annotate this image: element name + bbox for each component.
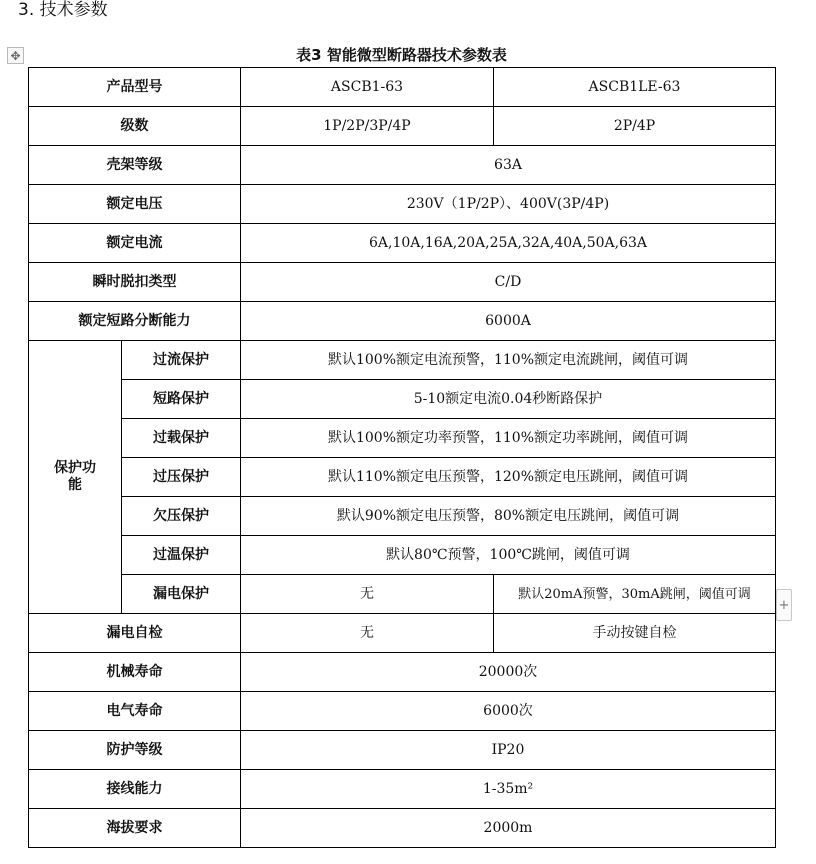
label-undervoltage: 欠压保护 <box>122 497 241 536</box>
value-breaking: 6000A <box>241 302 776 341</box>
value-leak-selftest-ascb1: 无 <box>241 614 494 653</box>
table-row <box>29 497 776 536</box>
value-current: 6A,10A,16A,20A,25A,32A,40A,50A,63A <box>241 224 776 263</box>
label-overvoltage: 过压保护 <box>122 458 241 497</box>
label-poles: 级数 <box>29 107 241 146</box>
value-mech-life: 20000次 <box>241 653 776 692</box>
table-row <box>29 770 776 809</box>
label-leakage: 漏电保护 <box>122 575 241 614</box>
plus-icon[interactable]: + <box>776 589 792 621</box>
label-frame: 壳架等级 <box>29 146 241 185</box>
value-poles-ascb1: 1P/2P/3P/4P <box>241 107 494 146</box>
value-overload: 默认100%额定功率预警，110%额定功率跳闸，阈值可调 <box>241 419 776 458</box>
value-leakage-ascb1: 无 <box>241 575 494 614</box>
table-row <box>29 263 776 302</box>
table-row <box>29 536 776 575</box>
label-elec-life: 电气寿命 <box>29 692 241 731</box>
value-leak-selftest-ascb1le: 手动按键自检 <box>494 614 776 653</box>
table-row <box>29 185 776 224</box>
table-caption: 表3 智能微型断路器技术参数表 <box>296 46 507 64</box>
value-wiring: 1-35m² <box>241 770 776 809</box>
table-row <box>29 341 776 380</box>
spec-table <box>28 67 776 848</box>
label-mech-life: 机械寿命 <box>29 653 241 692</box>
move-arrows-icon[interactable]: ✥ <box>7 47 24 64</box>
value-model-ascb1: ASCB1-63 <box>241 68 494 107</box>
table-row <box>29 614 776 653</box>
table-row <box>29 107 776 146</box>
value-overvoltage: 默认110%额定电压预警，120%额定电压跳闸，阈值可调 <box>241 458 776 497</box>
label-breaking: 额定短路分断能力 <box>29 302 241 341</box>
value-model-ascb1le: ASCB1LE-63 <box>494 68 776 107</box>
value-frame: 63A <box>241 146 776 185</box>
label-shortcircuit: 短路保护 <box>122 380 241 419</box>
label-model: 产品型号 <box>29 68 241 107</box>
value-shortcircuit: 5-10额定电流0.04秒断路保护 <box>241 380 776 419</box>
label-current: 额定电流 <box>29 224 241 263</box>
table-row <box>29 68 776 107</box>
value-voltage: 230V（1P/2P）、400V(3P/4P) <box>241 185 776 224</box>
value-undervoltage: 默认90%额定电压预警，80%额定电压跳闸，阈值可调 <box>241 497 776 536</box>
value-poles-ascb1le: 2P/4P <box>494 107 776 146</box>
table-row <box>29 458 776 497</box>
table-row <box>29 224 776 263</box>
value-overtemp: 默认80℃预警，100℃跳闸，阈值可调 <box>241 536 776 575</box>
table-row <box>29 653 776 692</box>
label-overtemp: 过温保护 <box>122 536 241 575</box>
table-row <box>29 380 776 419</box>
label-trip-type: 瞬时脱扣类型 <box>29 263 241 302</box>
table-row <box>29 809 776 848</box>
table-row <box>29 419 776 458</box>
label-overload: 过载保护 <box>122 419 241 458</box>
label-altitude: 海拔要求 <box>29 809 241 848</box>
table-row <box>29 575 776 614</box>
label-protection: 保护功能 <box>29 341 122 614</box>
section-heading: 3. 技术参数 <box>18 0 108 20</box>
label-ip: 防护等级 <box>29 731 241 770</box>
label-wiring: 接线能力 <box>29 770 241 809</box>
value-trip-type: C/D <box>241 263 776 302</box>
table-row <box>29 731 776 770</box>
label-overcurrent: 过流保护 <box>122 341 241 380</box>
table-row <box>29 302 776 341</box>
value-ip: IP20 <box>241 731 776 770</box>
table-row <box>29 146 776 185</box>
value-elec-life: 6000次 <box>241 692 776 731</box>
value-overcurrent: 默认100%额定电流预警，110%额定电流跳闸，阈值可调 <box>241 341 776 380</box>
label-leak-selftest: 漏电自检 <box>29 614 241 653</box>
label-voltage: 额定电压 <box>29 185 241 224</box>
value-leakage-ascb1le: 默认20mA预警，30mA跳闸，阈值可调 <box>494 575 776 614</box>
value-altitude: 2000m <box>241 809 776 848</box>
table-row <box>29 692 776 731</box>
